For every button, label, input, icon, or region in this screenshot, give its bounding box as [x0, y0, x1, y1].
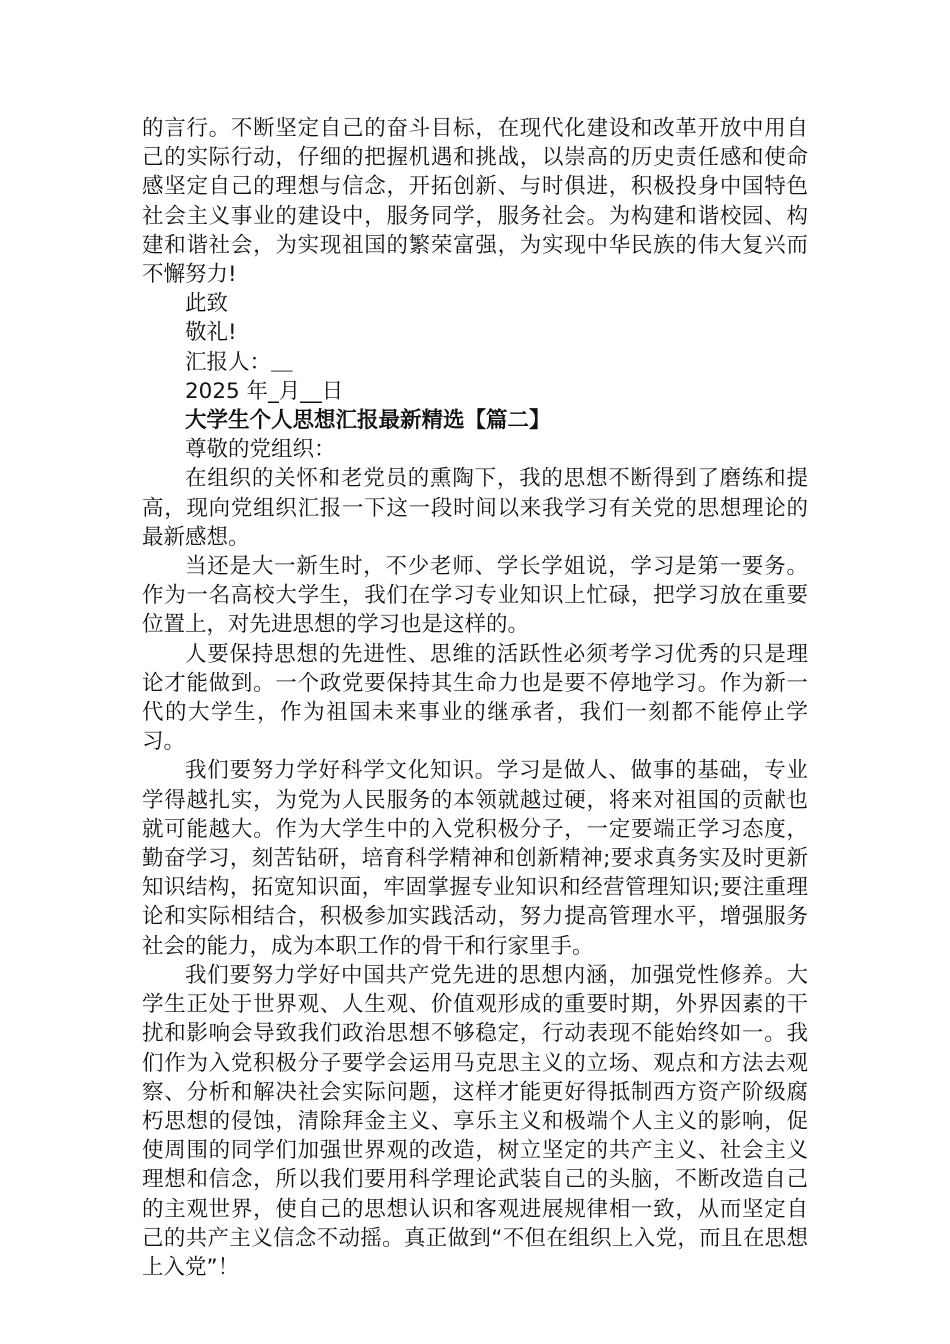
salutation: 尊敬的党组织：	[185, 437, 336, 463]
section-title: 大学生个人思想汇报最新精选【篇二】	[185, 408, 551, 434]
body-paragraph: 人要保持思想的先进性、思维的活跃性必须考学习优秀的只是理论才能做到。一个政党要保持其生命力也是要不停地学习。作为新一代的大学生，作为祖国未来事业的继承者，我们一刻都不能停止学习。	[142, 641, 808, 755]
body-paragraph: 在组织的关怀和老党员的熏陶下，我的思想不断得到了磨练和提高，现向党组织汇报一下这一段时间以来我学习有关党的思想理论的最新感想。	[142, 466, 808, 550]
body-paragraph: 我们要努力学好科学文化知识。学习是做人、做事的基础，专业学得越扎实，为党为人民服务的本领就越过硬，将来对祖国的贡献也就可能越大。作为大学生中的入党积极分子，一定要端正学习态度，勤奋学习，刻苦钻研，培育科学精神和创新精神;要求真务实及时更新知识结构，拓宽知识面，牢固掌握专业知识和经营管理知识;要注重理论和实际相结合，积极参加实践活动，努力提高管理水平，增强服务社会的能力，成为本职工作的骨干和行家里手。	[142, 758, 808, 959]
opening-paragraph: 的言行。不断坚定自己的奋斗目标，在现代化建设和改革开放中用自己的实际行动，仔细的把握机遇和挑战，以崇高的历史责任感和使命感坚定自己的理想与信念，开拓创新、与时俱进，积极投身中国特色社会主义事业的建设中，服务同学，服务社会。为构建和谐校园、构建和谐社会，为实现祖国的繁荣富强，为实现中华民族的伟大复兴而不懈努力!	[142, 116, 808, 288]
date-line: 2025 年_月__日	[185, 378, 344, 404]
closing-jing-li: 敬礼!	[185, 320, 237, 346]
document-page	[142, 114, 808, 1282]
body-paragraph: 当还是大一新生时，不少老师、学长学姐说，学习是第一要务。作为一名高校大学生，我们在学习专业知识上忙碌，把学习放在重要位置上，对先进思想的学习也是这样的。	[142, 554, 808, 638]
closing-ci-zhi: 此致	[185, 291, 229, 317]
reporter-line: 汇报人：＿	[185, 349, 293, 375]
body-paragraph: 我们要努力学好中国共产党先进的思想内涵，加强党性修养。大学生正处于世界观、人生观、价值观形成的重要时期，外界因素的干扰和影响会导致我们政治思想不够稳定，行动表现不能始终如一。我们作为入党积极分子要学会运用马克思主义的立场、观点和方法去观察、分析和解决社会实际问题，这样才能更好得抵制西方资产阶级腐朽思想的侵蚀，清除拜金主义、享乐主义和极端个人主义的影响，促使周围的同学们加强世界观的改造，树立坚定的共产主义、社会主义理想和信念，所以我们要用科学理论武装自己的头脑，不断改造自己的主观世界，使自己的思想认识和客观进展规律相一致，从而坚定自己的共产主义信念不动摇。真正做到“不但在组织上入党，而且在思想上入党”！	[142, 962, 808, 1280]
